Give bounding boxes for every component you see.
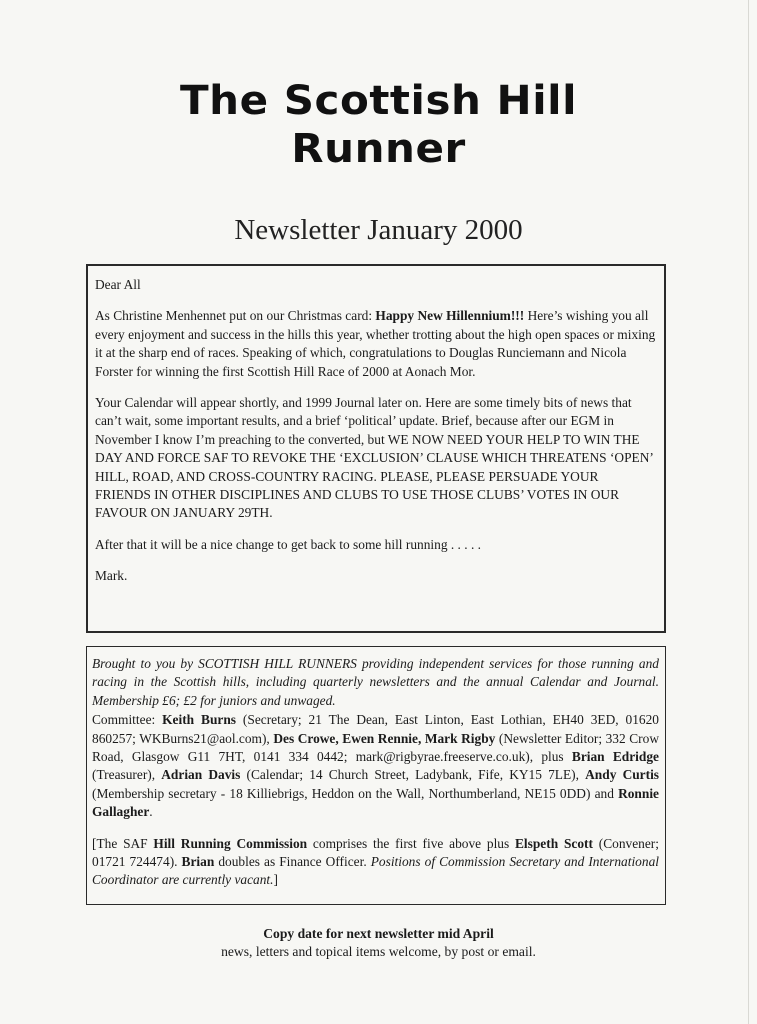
commission-note: [The SAF Hill Running Commission comprises the first five above plus Elspeth Scott (Convener; 01721 724474). Brian doubles as Finance Officer. Positions of Commission Secretary and International Coordinator are currently vacant.]	[92, 835, 659, 888]
info-intro: Brought to you by SCOTTISH HILL RUNNERS providing independent services for those running and racing in the Scottish hills, including quarterly newsletters and the annual Calendar and Journal. Membership £6; £2 for juniors and unwaged.	[92, 656, 659, 708]
contributions-welcome-note: news, letters and topical items welcome, by post or email.	[221, 944, 536, 959]
newsletter-subtitle: Newsletter January 2000	[234, 214, 523, 246]
masthead-line-1: The Scottish Hill	[180, 78, 577, 124]
letter-paragraph-2: Your Calendar will appear shortly, and 1999 Journal later on. Here are some timely bits of news that can’t wait, some important results, and a brief ‘political’ update. Brief, because after our EGM in November I know I’m preaching to the converted, but WE NOW NEED YOUR HELP TO WIN THE DAY AND FORCE SAF TO REVOKE THE ‘EXCLUSION’ CLAUSE WHICH THREATENS ‘OPEN’ HILL, ROAD, AND CROSS-COUNTRY RACING. PLEASE, PLEASE PERSUADE YOUR FRIENDS IN OTHER DISCIPLINES AND CLUBS TO USE THOSE CLUBS’ VOTES IN OUR FAVOUR ON JANUARY 29TH.	[95, 395, 653, 521]
committee-list: Committee: Keith Burns (Secretary; 21 The Dean, East Linton, East Lothian, EH40 3ED, 01620 860257; WKBurns21@aol.com), Des Crowe, Ewen Rennie, Mark Rigby (Newsletter Editor; 332 Crow Road, Glasgow G11 7HT, 0141 334 0442; mark@rigbyrae.freeserve.co.uk), plus Brian Edridge (Treasurer), Adrian Davis (Calendar; 14 Church Street, Ladybank, Fife, KY15 7LE), Andy Curtis (Membership secretary - 18 Killiebrigs, Heddon on the Wall, Northumberland, NE15 0DD) and Ronnie Gallagher.	[92, 712, 660, 820]
masthead-line-2: Runner	[291, 126, 466, 172]
letter-paragraph-1: As Christine Menhennet put on our Christmas card: Happy New Hillennium!!! Here’s wishing you all every enjoyment and success in the hills this year, whether trotting about the high open spaces or mixing it at the sharp end of races. Speaking of which, congratulations to Douglas Runciemann and Nicola Forster for winning the first Scottish Hill Race of 2000 at Aonach Mor.	[95, 308, 656, 379]
letter-salutation: Dear All	[95, 277, 141, 292]
letter-paragraph-3: After that it will be a nice change to get back to some hill running . . . . .	[95, 536, 481, 552]
copy-date-notice: Copy date for next newsletter mid April	[263, 926, 494, 941]
organisation-info-box	[86, 646, 666, 905]
editor-letter-box	[86, 264, 666, 633]
letter-signoff: Mark.	[95, 568, 128, 584]
